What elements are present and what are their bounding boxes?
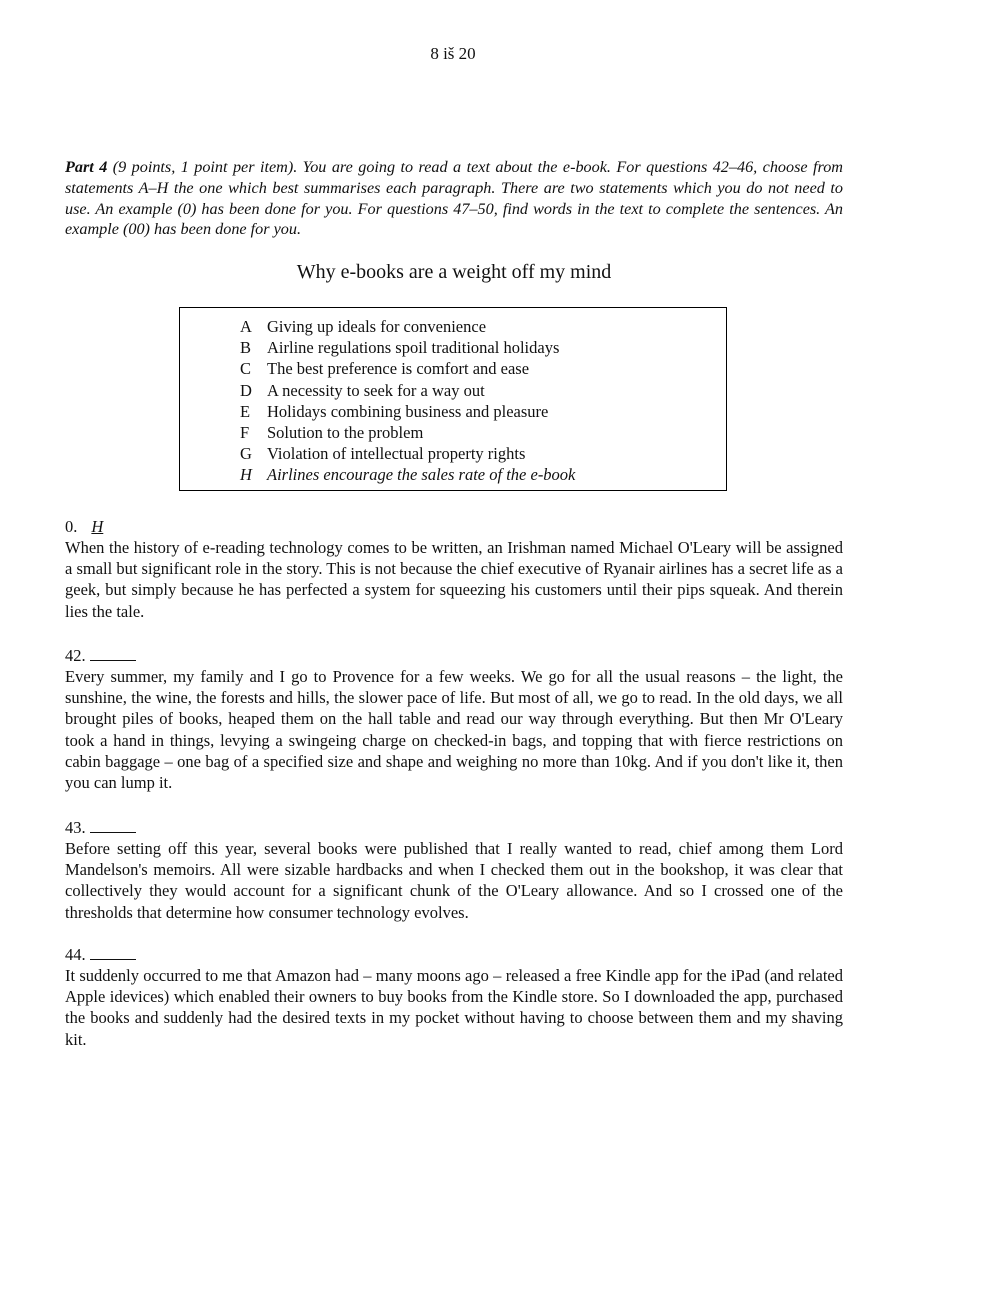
answer-blank[interactable] — [90, 817, 136, 833]
answer-blank[interactable] — [90, 645, 136, 661]
paragraph-text: Before setting off this year, several books were published that I really wanted to read, chief among them Lord Mandelson's memoirs. All were sizable hardbacks and when I checked them out in the bookshop, it was clear that collectively they would account for a significant chunk of the O'Leary allowance. And so I crossed one of the thresholds that determine how consumer technology evolves. — [65, 839, 843, 922]
statement-letter: G — [240, 444, 252, 464]
answer-blank[interactable] — [90, 944, 136, 960]
statement-list — [240, 316, 575, 486]
instructions-text: (9 points, 1 point per item). You are going to read a text about the e-book. For questions 42–46, choose from statements A–H the one which best summarises each paragraph. There are two statements which you do not need to use. An example (0) has been done for you. For questions 47–50, find words in the text to complete the sentences. An example (00) has been done for you. — [65, 158, 844, 239]
statement-text: Giving up ideals for convenience — [267, 317, 487, 336]
statement-text: Airline regulations spoil traditional holidays — [267, 338, 560, 358]
question-number: 43. — [65, 818, 86, 837]
paragraph-text: Every summer, my family and I go to Provence for a few weeks. We go for all the usual reasons – the light, the sunshine, the wine, the forests and hills, the slower pace of life. But most of all, we go to read. In the old days, we all brought piles of books, heaped them on the hall table and read our way through everything. But then Mr O'Leary took a hand in things, levying a swingeing charge on checked-in bags, and topping that with fierce restrictions on cabin baggage – one bag of a specified size and shape and weighing no more than 10kg. And if you don't like it, then you can lump it. — [65, 667, 843, 793]
statement-a — [240, 316, 575, 337]
question-label — [65, 944, 843, 965]
statement-text: Violation of intellectual property rights — [267, 444, 526, 464]
statement-c — [240, 358, 575, 379]
statement-b — [240, 337, 575, 358]
paragraph-text: When the history of e-reading technology comes to be written, an Irishman named Michael O'Leary will be assigned a small but significant role in the story. This is not because the chief executive of Ryanair airlines has a secret life as a geek, but simply because he has perfected a system for squeezing his customers until their pips squeak. And therein lies the tale. — [65, 538, 843, 621]
statement-letter: C — [240, 359, 252, 379]
statements-box — [179, 307, 727, 491]
statement-letter: H — [240, 465, 252, 485]
paragraph-text: It suddenly occurred to me that Amazon had – many moons ago – released a free Kindle app for the iPad (and related Apple idevices) which enabled their owners to buy books from the Kindle store. So I downloaded the app, purchased the books and suddenly had the desired texts in my pocket without having to choose between them and my shaving kit. — [65, 966, 843, 1049]
statement-text: Airlines encourage the sales rate of the e-book — [267, 465, 576, 485]
question-number: 42. — [65, 646, 86, 665]
statement-g — [240, 443, 575, 464]
instructions — [65, 157, 843, 240]
statement-f — [240, 422, 575, 443]
statement-h — [240, 464, 575, 485]
page-number: 8 iš 20 — [430, 44, 476, 63]
statement-letter: F — [240, 423, 250, 443]
statement-d — [240, 380, 575, 401]
part-label: Part 4 — [65, 158, 108, 176]
article-title: Why e-books are a weight off my mind — [296, 261, 612, 283]
paragraph-42 — [65, 645, 843, 793]
question-label — [65, 645, 843, 666]
question-label — [65, 817, 843, 838]
statement-text: Solution to the problem — [267, 423, 424, 443]
statement-text: Holidays combining business and pleasure — [267, 401, 549, 421]
question-number: 0. — [65, 517, 78, 536]
statement-text: The best preference is comfort and ease — [267, 359, 530, 379]
example-answer: H — [91, 517, 104, 536]
question-number: 44. — [65, 945, 86, 964]
paragraph-0 — [65, 516, 843, 622]
statement-letter: D — [240, 380, 252, 400]
paragraph-43 — [65, 817, 843, 923]
statement-letter: A — [240, 317, 252, 336]
statement-text: A necessity to seek for a way out — [267, 380, 485, 400]
paragraph-44 — [65, 944, 843, 1050]
statement-letter: B — [240, 338, 252, 358]
statement-e — [240, 401, 575, 422]
question-label — [65, 516, 843, 537]
statement-letter: E — [240, 401, 251, 421]
